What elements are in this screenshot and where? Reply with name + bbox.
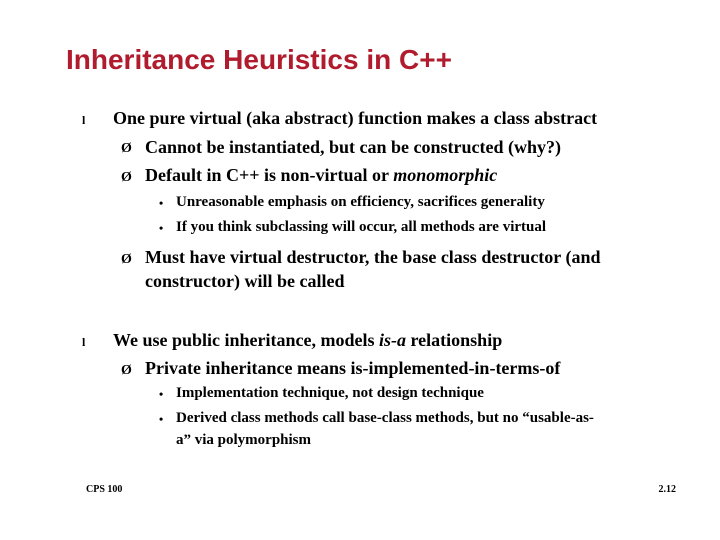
bullet-marker-level1: l (82, 113, 86, 127)
bullet-marker-level3: • (159, 387, 164, 401)
bullet-virtual-destructor-line2: constructor) will be called (145, 271, 345, 291)
bullet-marker-level3: • (159, 196, 164, 210)
bullet-derived-class-line1: Derived class methods call base-class methods, but no “usable-as- (176, 410, 594, 426)
bullet-public-suffix: relationship (406, 330, 503, 350)
bullet-public-inheritance (113, 330, 502, 351)
footer-course: CPS 100 (86, 484, 123, 495)
bullet-cannot-instantiate: Cannot be instantiated, but can be constructed (why?) (145, 137, 562, 157)
slide-title: Inheritance Heuristics in C++ (66, 44, 452, 75)
emphasis-monomorphic: monomorphic (393, 165, 498, 185)
bullet-derived-class-line2: a” via polymorphism (176, 432, 312, 448)
bullet-marker-level2: Ø (121, 141, 132, 156)
footer-page-number: 2.12 (658, 484, 676, 495)
bullet-marker-level2: Ø (121, 170, 132, 185)
bullet-private-inheritance: Private inheritance means is-implemented-in-terms-of (145, 358, 561, 378)
bullet-default-non-virtual (145, 165, 497, 186)
bullet-marker-level2: Ø (121, 252, 132, 267)
bullet-marker-level3: • (159, 221, 164, 235)
bullet-pure-virtual: One pure virtual (aka abstract) function makes a class abstract (113, 108, 598, 128)
bullet-marker-level1: l (82, 335, 86, 349)
emphasis-is-a: is-a (379, 330, 407, 350)
bullet-default-prefix: Default in C++ is non-virtual or (145, 165, 394, 185)
bullet-marker-level2: Ø (121, 363, 132, 378)
bullet-implementation-technique: Implementation technique, not design technique (176, 385, 484, 401)
bullet-unreasonable-emphasis: Unreasonable emphasis on efficiency, sacrifices generality (176, 194, 545, 210)
bullet-all-methods-virtual: If you think subclassing will occur, all methods are virtual (176, 219, 547, 235)
bullet-public-prefix: We use public inheritance, models (113, 330, 380, 350)
bullet-marker-level3: • (159, 412, 164, 426)
bullet-virtual-destructor-line1: Must have virtual destructor, the base class destructor (and (145, 247, 601, 267)
